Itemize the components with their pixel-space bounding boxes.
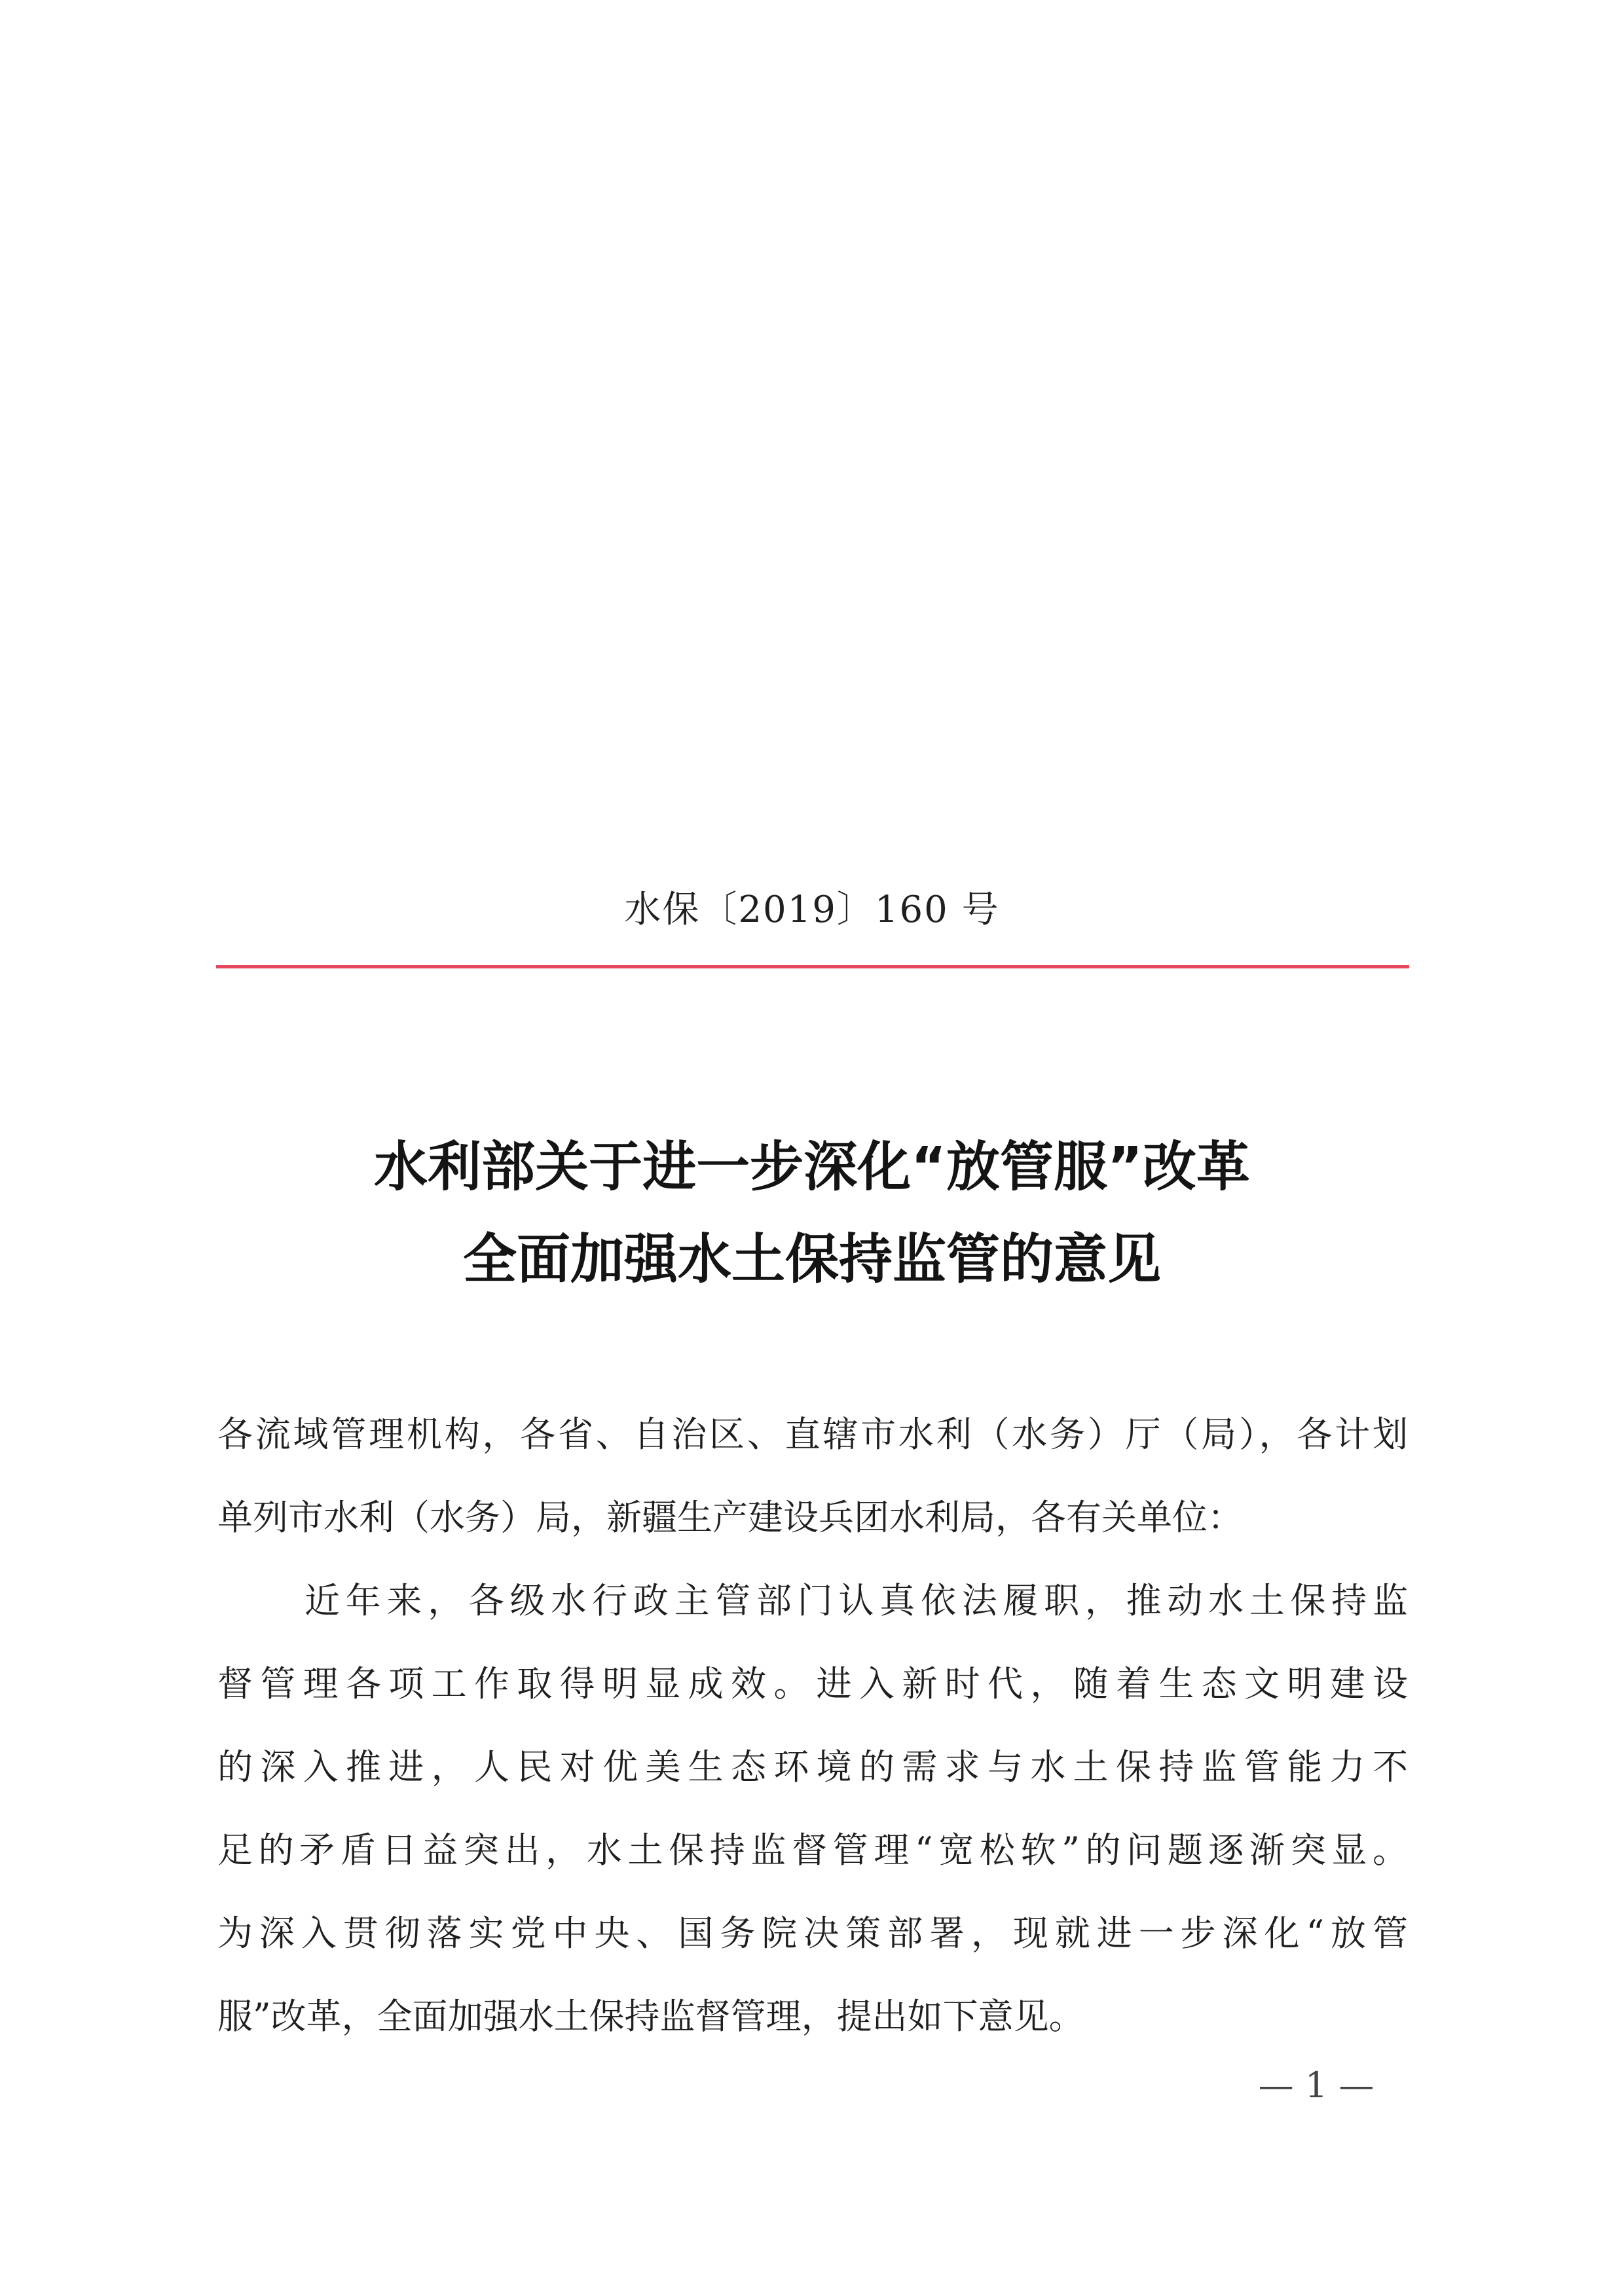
paragraph-line-2: 督管理各项工作取得明显成效。进入新时代，随着生态文明建设 (217, 1663, 1408, 1704)
document-title-line-2: 全面加强水土保持监管的意见 (462, 1228, 1161, 1291)
salutation-line-1: 各流域管理机构，各省、自治区、直辖市水利（水务）厅（局），各计划 (217, 1414, 1408, 1455)
page-number: — 1 — (1258, 2065, 1375, 2106)
red-separator-line (216, 965, 1409, 968)
paragraph-line-4: 足的矛盾日益突出，水土保持监督管理“宽松软”的问题逐渐突显。 (217, 1829, 1408, 1871)
paragraph-line-1: 近年来，各级水行政主管部门认真依法履职，推动水土保持监 (304, 1580, 1408, 1621)
salutation-line-2: 单列市水利（水务）局，新疆生产建设兵团水利局，各有关单位： (217, 1497, 1243, 1538)
document-title-line-1: 水利部关于进一步深化“放管服”改革 (374, 1136, 1250, 1198)
paragraph-line-3: 的深入推进，人民对优美生态环境的需求与水土保持监管能力不 (217, 1746, 1408, 1788)
paragraph-line-6: 服”改革，全面加强水土保持监督管理，提出如下意见。 (217, 1996, 1084, 2037)
document-number: 水保〔2019〕160 号 (624, 889, 1000, 931)
paragraph-line-5: 为深入贯彻落实党中央、国务院决策部署，现就进一步深化“放管 (217, 1913, 1408, 1954)
